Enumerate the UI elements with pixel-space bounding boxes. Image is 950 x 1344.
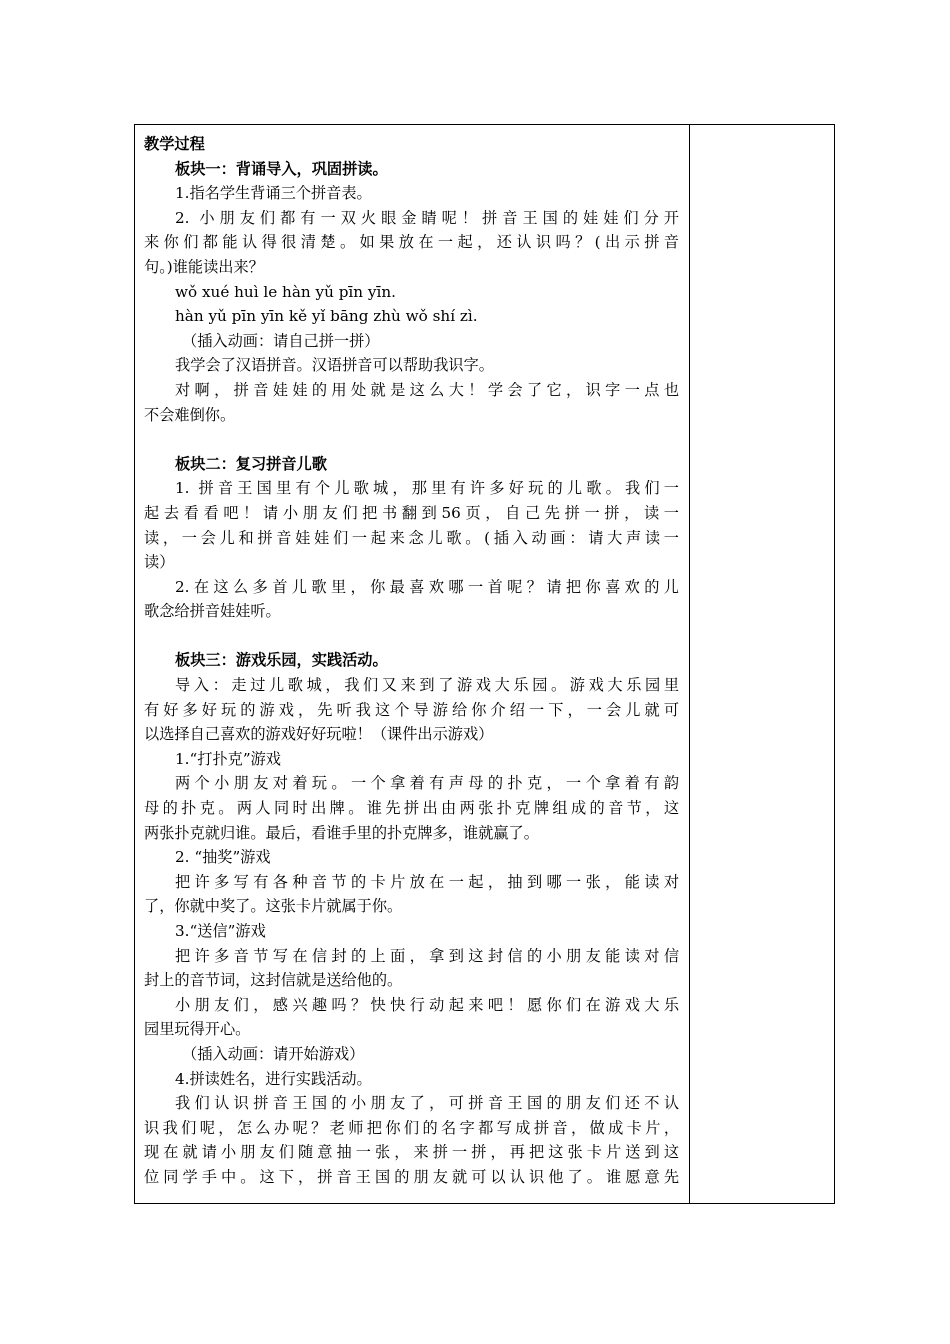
text-line: 园里玩得开心。: [144, 1020, 251, 1039]
text-line: 读，一会儿和拼音娃娃们一起来念儿歌。(插入动画：请大声读一: [144, 528, 679, 547]
text-line: 两张扑克就归谁。最后，看谁手里的扑克牌多，谁就赢了。: [144, 823, 539, 842]
section-heading: 板块三：游戏乐园，实践活动。: [175, 651, 388, 670]
text-line: 母的扑克。两人同时出牌。谁先拼出由两张扑克牌组成的音节，这: [144, 799, 679, 818]
lesson-table: [134, 124, 835, 1204]
text-line: 1.“打扑克”游戏: [175, 749, 281, 768]
text-line: 现在就请小朋友们随意抽一张，来拼一拼，再把这张卡片送到这: [144, 1143, 679, 1162]
text-line: （插入动画：请开始游戏）: [182, 1044, 365, 1063]
text-line: 1.指名学生背诵三个拼音表。: [175, 184, 372, 203]
text-line: 识我们呢，怎么办呢？老师把你们的名字都写成拼音，做成卡片，: [144, 1118, 679, 1137]
text-line: 句。)谁能读出来？: [144, 257, 264, 276]
text-line: 来你们都能认得很清楚。如果放在一起，还认识吗？(出示拼音: [144, 233, 679, 252]
blank-line: [144, 624, 679, 649]
text-line: 两个小朋友对着玩。一个拿着有声母的扑克，一个拿着有韵: [175, 774, 679, 793]
notes-cell: [690, 125, 834, 1203]
text-line: 不会难倒你。: [144, 405, 236, 424]
section-heading: 板块二：复习拼音儿歌: [175, 454, 327, 473]
text-line: 封上的音节词，这封信就是送给他的。: [144, 971, 403, 990]
text-line: 导入：走过儿歌城，我们又来到了游戏大乐园。游戏大乐园里: [175, 676, 679, 695]
text-line: 位同学手中。这下，拼音王国的朋友就可以认识他了。谁愿意先: [144, 1167, 679, 1186]
text-line: 歌念给拼音娃娃听。: [144, 602, 281, 621]
text-line: 2. 小朋友们都有一双火眼金睛呢！拼音王国的娃娃们分开: [175, 208, 679, 227]
text-line: hàn yǔ pīn yīn kě yǐ bāng zhù wǒ shí zì.: [175, 307, 478, 326]
text-line: 3.“送信”游戏: [175, 922, 266, 940]
text-line: 了，你就中奖了。这张卡片就属于你。: [144, 897, 403, 916]
text-line: 起去看看吧！请小朋友们把书翻到56页，自己先拼一拼，读一: [144, 503, 679, 522]
text-line: 把许多音节写在信封的上面，拿到这封信的小朋友能读对信: [175, 946, 679, 965]
text-line: 有好多好玩的游戏，先听我这个导游给你介绍一下，一会儿就可: [144, 700, 679, 719]
section-heading: 板块一：背诵导入，巩固拼读。: [175, 159, 388, 178]
text-line: 我们认识拼音王国的小朋友了，可拼音王国的朋友们还不认: [175, 1094, 679, 1113]
section-heading: 教学过程: [144, 135, 205, 153]
text-line: 4.拼读姓名，进行实践活动。: [175, 1069, 372, 1088]
text-line: wǒ xué huì le hàn yǔ pīn yīn.: [175, 282, 396, 301]
text-line: 读）: [144, 553, 175, 572]
text-line: 我学会了汉语拼音。汉语拼音可以帮助我识字。: [175, 356, 494, 375]
text-line: 以选择自己喜欢的游戏好好玩啦！（课件出示游戏）: [144, 725, 494, 744]
text-line: 2.在这么多首儿歌里，你最喜欢哪一首呢？请把你喜欢的儿: [175, 577, 679, 596]
text-line: 1. 拼音王国里有个儿歌城，那里有许多好玩的儿歌。我们一: [175, 479, 679, 498]
text-line: 2. “抽奖”游戏: [175, 848, 271, 867]
text-line: （插入动画：请自己拼一拼）: [182, 331, 380, 350]
teaching-process-cell: [135, 125, 690, 1203]
text-line: 小朋友们，感兴趣吗？快快行动起来吧！愿你们在游戏大乐: [175, 995, 679, 1014]
text-line: 对啊，拼音娃娃的用处就是这么大！学会了它，识字一点也: [175, 380, 679, 399]
text-line: 把许多写有各种音节的卡片放在一起，抽到哪一张，能读对: [175, 872, 679, 891]
blank-line: [144, 427, 679, 452]
